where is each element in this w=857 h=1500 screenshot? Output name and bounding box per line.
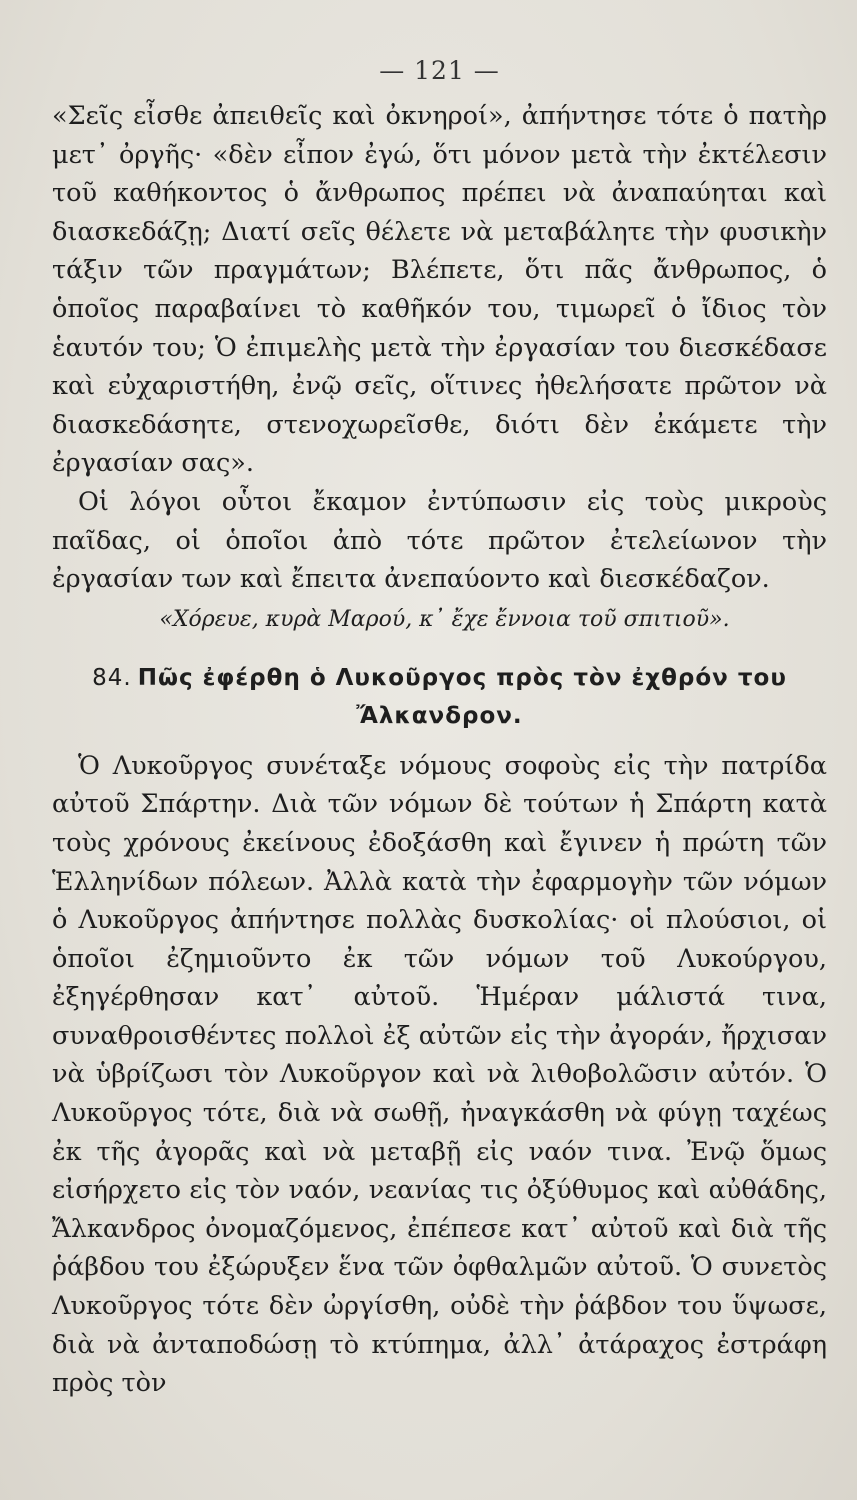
section-heading: [52, 659, 827, 735]
section-number: 84.: [92, 664, 132, 691]
section-title: Πῶς ἐφέρθη ὁ Λυκοῦργος πρὸς τὸν ἐχθρόν του Ἄλκανδρον.: [137, 664, 787, 729]
section-body-paragraph: Ὁ Λυκοῦργος συνέταξε νόμους σοφοὺς εἰς τὴν πατρίδα αὐτοῦ Σπάρτην. Διὰ τῶν νόμων δὲ τούτων ἡ Σπάρτη κατὰ τοὺς χρόνους ἐκείνους ἐδοξάσθη καὶ ἔγινεν ἡ πρώτη τῶν Ἑλληνίδων πόλεων. Ἀλλὰ κατὰ τὴν ἐφαρμογὴν τῶν νόμων ὁ Λυκοῦργος ἀπήντησε πολλὰς δυσκολίας· οἱ πλούσιοι, οἱ ὁποῖοι ἐζημιοῦντο ἐκ τῶν νόμων τοῦ Λυκούργου, ἐξηγέρθησαν κατ᾽ αὐτοῦ. Ἡμέραν μάλιστά τινα, συναθροισθέντες πολλοὶ ἐξ αὐτῶν εἰς τὴν ἀγοράν, ἤρχισαν νὰ ὑβρίζωσι τὸν Λυκοῦργον καὶ νὰ λιθοβολῶσιν αὐτόν. Ὁ Λυκοῦργος τότε, διὰ νὰ σωθῇ, ἠναγκάσθη νὰ φύγῃ ταχέως ἐκ τῆς ἀγορᾶς καὶ νὰ μεταβῇ εἰς ναόν τινα. Ἐνῷ ὅμως εἰσήρχετο εἰς τὸν ναόν, νεανίας τις ὀξύθυμος καὶ αὐθάδης, Ἄλκανδρος ὀνομαζόμενος, ἐπέπεσε κατ᾽ αὐτοῦ καὶ διὰ τῆς ῥάβδου του ἐξώρυξεν ἕνα τῶν ὀφθαλμῶν αὐτοῦ. Ὁ συνετὸς Λυκοῦργος τότε δὲν ὠργίσθη, οὐδὲ τὴν ῥάβδον του ὕψωσε, διὰ νὰ ἀνταποδώσῃ τὸ κτύπημα, ἀλλ᾽ ἀτάραχος ἐστράφη πρὸς τὸν: [52, 750, 827, 1399]
page-number: — 121 —: [379, 56, 500, 85]
paragraph-father-speech: «Σεῖς εἶσθε ἀπειθεῖς καὶ ὀκνηροί», ἀπήντησε τότε ὁ πατὴρ μετ᾽ ὀργῆς· «δὲν εἶπον ἐγώ, ὅτι μόνον μετὰ τὴν ἐκτέλεσιν τοῦ καθήκοντος ὁ ἄνθρωπος πρέπει νὰ ἀναπαύηται καὶ διασκεδάζῃ; Διατί σεῖς θέλετε νὰ μεταβάλητε τὴν φυσικὴν τάξιν τῶν πραγμάτων; Βλέπετε, ὅτι πᾶς ἄνθρωπος, ὁ ὁποῖος παραβαίνει τὸ καθῆκόν του, τιμωρεῖ ὁ ἴδιος τὸν ἑαυτόν του; Ὁ ἐπιμελὴς μετὰ τὴν ἐργασίαν του διεσκέδασε καὶ εὐχαριστήθη, ἐνῷ σεῖς, οἵτινες ἠθελήσατε πρῶτον νὰ διασκεδάσητε, στενοχωρεῖσθε, διότι δὲν ἐκάμετε τὴν ἐργασίαν σας».: [52, 101, 827, 479]
paragraph-children-effect: Οἱ λόγοι οὗτοι ἔκαμον ἐντύπωσιν εἰς τοὺς μικροὺς παῖδας, οἱ ὁποῖοι ἀπὸ τότε πρῶτον ἐτελείωνον τὴν ἐργασίαν των καὶ ἔπειτα ἀνεπαύοντο καὶ διεσκέδαζον.: [52, 486, 827, 595]
proverb-quote: «Χόρευε, κυρὰ Μαρού, κ᾽ ἔχε ἔννοια τοῦ σπιτιοῦ».: [159, 606, 730, 632]
